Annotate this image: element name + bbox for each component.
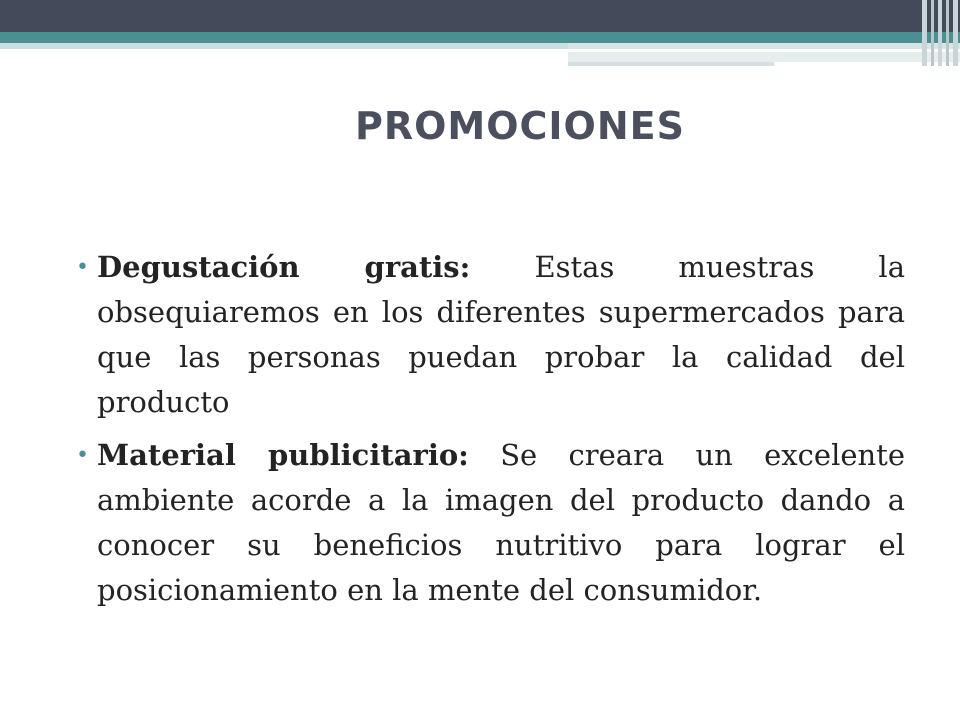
header-light-stripe [568,62,774,66]
bullet-item [76,433,905,613]
header-vertical-stripe [922,0,927,66]
bullet-dot-icon: • [76,443,89,468]
bullet-list [76,245,905,621]
bullet-text: Estas muestras la obsequiaremos en los diferentes supermercados para que las personas puedan probar la calidad del producto [97,250,905,419]
slide-title: PROMOCIONES [355,104,685,148]
bullet-item [76,245,905,425]
header-vertical-stripe [946,0,949,66]
header-vertical-stripe [938,0,942,66]
header-vertical-stripe [953,0,958,66]
bullet-text: Se creara un excelente ambiente acorde a la imagen del producto dando a conocer su beneficios nutritivo para lograr el posicionamiento en la mente del consumidor. [97,438,906,607]
header-vertical-stripe [931,0,934,66]
header-teal-bar [0,32,960,43]
header-light-stripe [0,43,568,49]
header-dark-bar [0,0,960,32]
bullet-label: Degustación gratis: [97,250,471,284]
bullet-label: Material publicitario: [97,438,469,472]
bullet-dot-icon: • [76,255,89,280]
header-light-stripe [568,52,960,62]
